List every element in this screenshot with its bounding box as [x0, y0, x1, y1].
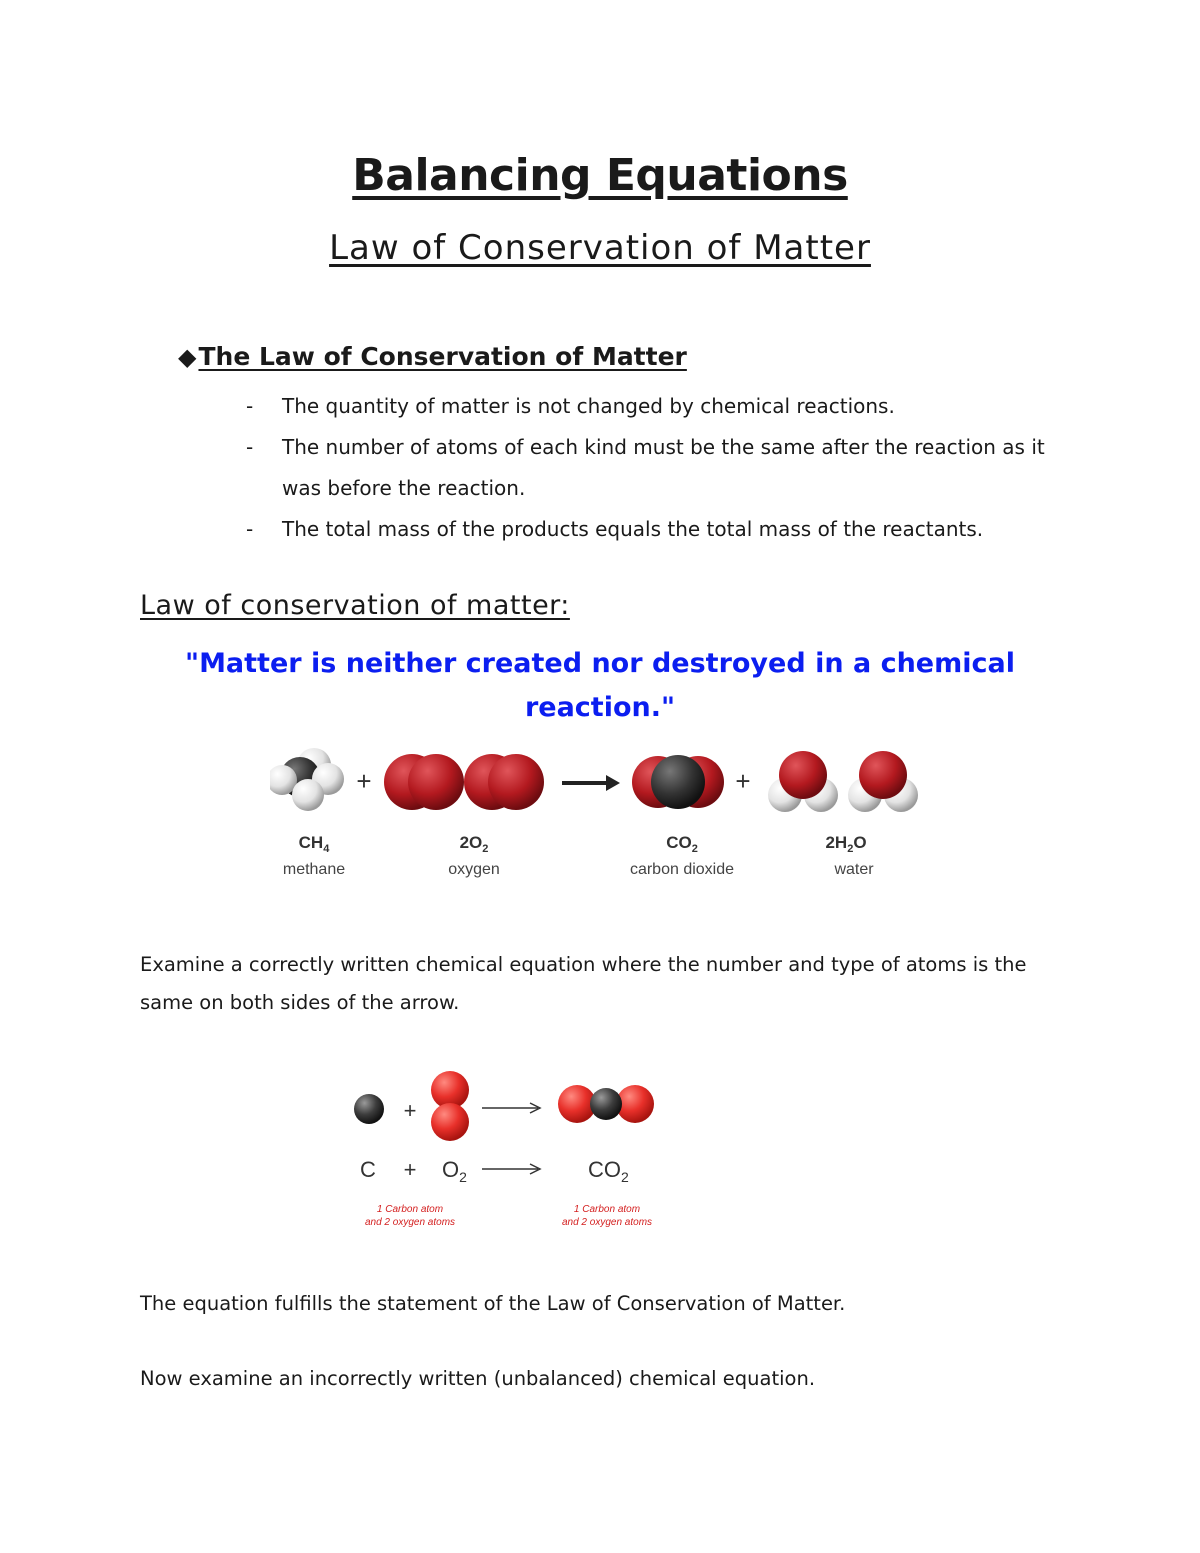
- carbon-atom: [354, 1094, 384, 1124]
- list-item: [246, 509, 1076, 550]
- equation-carbon: C: [360, 1157, 376, 1182]
- water-formula: $2H_2O$: [825, 833, 867, 855]
- methane-molecule: [270, 748, 344, 811]
- law-label: Law of conservation of matter:: [140, 590, 570, 621]
- equation-oxygen: $O_2$: [442, 1157, 467, 1185]
- carbon-dioxide-molecule: [558, 1085, 654, 1123]
- note-right-line2: and 2 oxygen atoms: [561, 1217, 653, 1228]
- oxygen-molecule: [431, 1071, 469, 1141]
- paragraph-examine-correct: Examine a correctly written chemical equation where the number and type of atoms is the same on both sides of the arrow.: [140, 953, 1027, 1014]
- reaction-arrow-icon: [482, 1164, 540, 1174]
- section-heading-text: The Law of Conservation of Matter: [198, 342, 687, 371]
- plus-sign: +: [735, 766, 751, 796]
- list-item: [246, 386, 1076, 427]
- methane-combustion-figure: [270, 735, 930, 885]
- methane-formula: $CH_4$: [298, 833, 330, 855]
- paragraph-examine-incorrect: Now examine an incorrectly written (unbalanced) chemical equation.: [140, 1367, 816, 1390]
- list-item: [246, 427, 1076, 509]
- law-quote: "Matter is neither created nor destroyed in a chemical reaction.": [185, 648, 1015, 723]
- paragraph-equation-fulfills: The equation fulfills the statement of the Law of Conservation of Matter.: [140, 1292, 846, 1315]
- section-heading: [178, 342, 687, 371]
- note-left-line2: and 2 oxygen atoms: [364, 1217, 456, 1228]
- page-title: Balancing Equations: [352, 150, 848, 201]
- oxygen-formula: $2O_2$: [459, 833, 489, 855]
- dash-marker: -: [246, 517, 254, 541]
- water-molecule: [768, 751, 838, 812]
- co2-formula: $CO_2$: [666, 833, 698, 855]
- dash-marker: -: [246, 435, 254, 459]
- plus-sign: +: [403, 1098, 417, 1123]
- note-left-line1: 1 Carbon atom: [376, 1204, 444, 1215]
- reaction-arrow-icon: [562, 775, 620, 791]
- oxygen-label: oxygen: [448, 861, 500, 878]
- bullet-list: [246, 386, 1076, 550]
- carbon-oxygen-figure: [340, 1062, 670, 1237]
- water-molecule: [848, 751, 918, 812]
- oxygen-molecule: [464, 754, 544, 810]
- reaction-arrow-icon: [482, 1103, 540, 1113]
- carbon-dioxide-molecule: [632, 755, 724, 809]
- diamond-bullet-icon: ◆: [178, 343, 197, 371]
- oxygen-molecule: [384, 754, 464, 810]
- methane-label: methane: [282, 861, 346, 878]
- water-label: water: [834, 861, 874, 878]
- bullet-text: The total mass of the products equals the total mass of the reactants.: [282, 517, 984, 541]
- dash-marker: -: [246, 394, 254, 418]
- page-subtitle: Law of Conservation of Matter: [329, 228, 871, 268]
- bullet-text: The number of atoms of each kind must be the same after the reaction as it was before the reaction.: [282, 435, 1045, 500]
- equation-co2: $CO_2$: [588, 1157, 629, 1185]
- note-right-line1: 1 Carbon atom: [573, 1204, 641, 1215]
- co2-label: carbon dioxide: [629, 861, 735, 878]
- bullet-text: The quantity of matter is not changed by chemical reactions.: [282, 394, 895, 418]
- plus-sign: +: [356, 766, 372, 796]
- equation-plus: +: [403, 1157, 417, 1182]
